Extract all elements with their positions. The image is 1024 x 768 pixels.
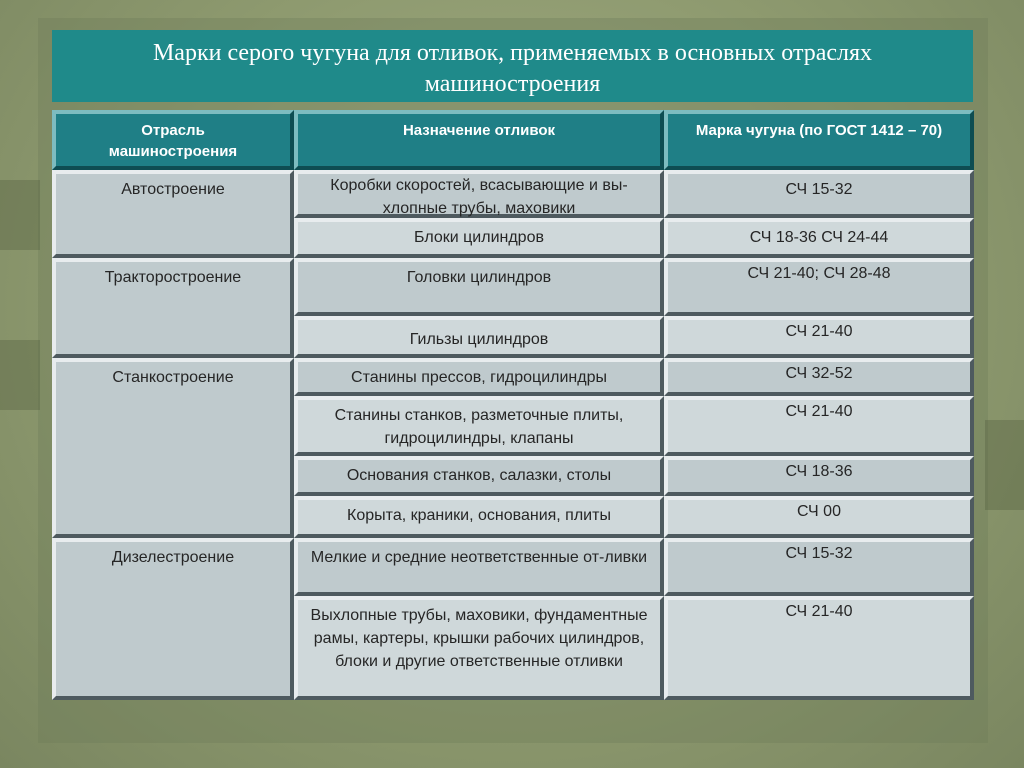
decorative-stripe [0,340,40,410]
purpose-label: Корыта, краники, основания, плиты [347,507,611,524]
grade-cell [664,170,974,218]
purpose-label: Мелкие и средние неответственные от-ливки [310,549,648,566]
industry-label: Тракторостроение [104,269,242,286]
purpose-label: Станины станков, разметочные плиты, гидроцилиндры, клапаны [334,407,624,447]
grade-cell [664,316,974,358]
purpose-cell [294,496,664,538]
purpose-cell [294,538,664,596]
grade-cell [664,396,974,456]
purpose-cell [294,258,664,316]
purpose-cell [294,456,664,496]
industry-cell-machine-tool [52,358,294,538]
purpose-label: Головки цилиндров [406,269,552,286]
purpose-label: Станины прессов, гидроцилиндры [351,369,607,386]
grade-label: СЧ 21-40; СЧ 28-48 [747,265,891,282]
purpose-cell [294,396,664,456]
purpose-cell [294,596,664,700]
grade-cell [664,538,974,596]
grade-label: СЧ 21-40 [785,603,853,620]
slide-title [52,30,973,102]
header-industry-label: Отрасль машиностроения [108,122,238,160]
purpose-cell [294,358,664,396]
purpose-cell [294,316,664,358]
header-industry [52,110,294,170]
grade-cell [664,456,974,496]
grade-cell [664,258,974,316]
header-grade [664,110,974,170]
grade-label: СЧ 00 [797,503,841,520]
grade-label: СЧ 32-52 [785,365,853,382]
grade-label: СЧ 21-40 [785,403,853,420]
industry-cell-tractor [52,258,294,358]
purpose-cell [294,170,664,218]
purpose-cell [294,218,664,258]
header-purpose-label: Назначение отливок [402,122,556,139]
industry-cell-diesel [52,538,294,700]
purpose-label: Основания станков, салазки, столы [346,467,612,484]
grade-label: СЧ 18-36 СЧ 24-44 [749,229,889,246]
grade-label: СЧ 15-32 [785,545,853,562]
grade-cell [664,218,974,258]
slide-title-line-1: Марки серого чугуна для отливок, применяемых в основных отраслях [152,40,873,66]
slide-title-line-2: машиностроения [424,71,601,97]
grade-cell [664,358,974,396]
header-grade-label: Марка чугуна (по ГОСТ 1412 – 70) [695,122,943,139]
industry-label: Дизелестроение [111,549,235,566]
industry-label: Станкостроение [112,369,234,386]
decorative-stripe [985,420,1024,510]
purpose-label: Выхлопные трубы, маховики, фундаментные рамы, картеры, крышки рабочих цилиндров, блоки и другие ответственные отливки [310,607,648,670]
purpose-label: Коробки скоростей, всасывающие и вы-хлопные трубы, маховики [330,177,628,217]
header-purpose [294,110,664,170]
decorative-stripe [0,180,40,250]
grade-cell [664,496,974,538]
grade-cell [664,596,974,700]
industry-cell-auto [52,170,294,258]
purpose-label: Гильзы цилиндров [409,331,549,348]
grade-label: СЧ 21-40 [785,323,853,340]
grade-label: СЧ 18-36 [785,463,853,480]
industry-label: Автостроение [121,181,225,198]
grade-label: СЧ 15-32 [785,181,853,198]
purpose-label: Блоки цилиндров [414,229,544,246]
